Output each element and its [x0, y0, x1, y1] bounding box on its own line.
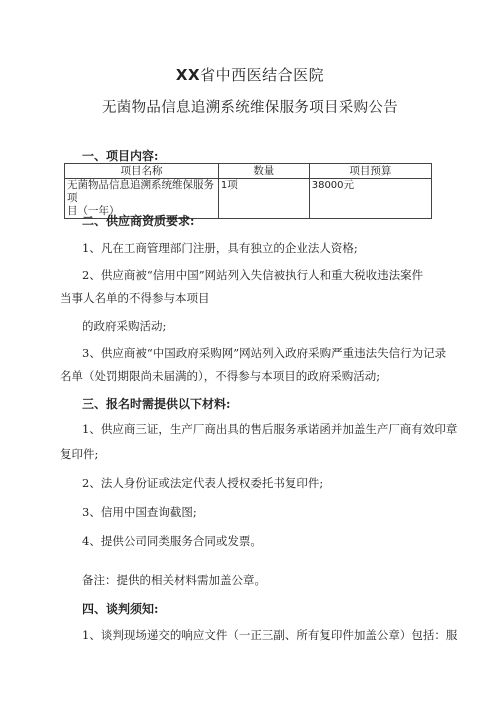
budget-unit: 元	[343, 179, 355, 191]
quantity-number: 1	[220, 180, 228, 191]
paragraph: 4、提供公司同类服务合同或发票。	[82, 534, 262, 548]
paragraph: 1、凡在工商管理部门注册，具有独立的企业法人资格;	[82, 241, 358, 255]
project-table	[64, 163, 432, 219]
hospital-title	[0, 64, 500, 85]
section-heading-4: 四、谈判须知:	[82, 602, 159, 616]
table-header-cell: 项目预算	[309, 164, 431, 179]
section-heading-3: 三、报名时需提供以下材料:	[82, 397, 231, 411]
paragraph: 2、供应商被“信用中国”网站列入失信被执行人和重大税收违法案件	[82, 268, 424, 282]
table-header-row	[65, 164, 432, 179]
announcement-title: 无菌物品信息追溯系统维保服务项目采购公告	[102, 100, 398, 116]
paragraph: 当事人名单的不得参与本项目	[60, 291, 210, 305]
quantity-unit: 项	[227, 179, 238, 191]
budget-number: 38000	[311, 180, 344, 191]
budget-cell	[309, 179, 431, 219]
paragraph: 3、信用中国查询截图;	[82, 505, 197, 519]
paragraph: 名单（处罚期限尚未届满的），不得参与本项目的政府采购活动;	[60, 369, 381, 383]
paragraph: 3、供应商被“中国政府采购网”网站列入政府采购严重违法失信行为记录	[82, 346, 447, 360]
paragraph: 2、法人身份证或法定代表人授权委托书复印件;	[82, 476, 324, 490]
title-rest: 省中西医结合医院	[200, 66, 325, 84]
section-heading-1: 一、项目内容:	[82, 149, 159, 163]
table-header-cell: 数量	[218, 164, 309, 179]
paragraph: 的政府采购活动;	[82, 319, 167, 333]
note-text: 备注：提供的相关材料需加盖公章。	[82, 573, 266, 587]
paragraph: 1、谈判现场递交的响应文件（一正三副、所有复印件加盖公章）包括：服	[82, 628, 458, 642]
section-heading-2: 二、供应商资质要求:	[82, 214, 195, 228]
title-prefix: XX	[175, 66, 201, 84]
quantity-cell	[218, 179, 309, 219]
paragraph: 1、供应商三证，生产厂商出具的售后服务承诺函并加盖生产厂商有效印章	[82, 422, 458, 436]
project-name-line1: 无菌物品信息追溯系统维保服务项	[67, 179, 214, 204]
project-name-line2: 目（一年）	[67, 205, 120, 217]
table-header-cell: 项目名称	[65, 164, 219, 179]
paragraph: 复印件;	[60, 447, 99, 461]
